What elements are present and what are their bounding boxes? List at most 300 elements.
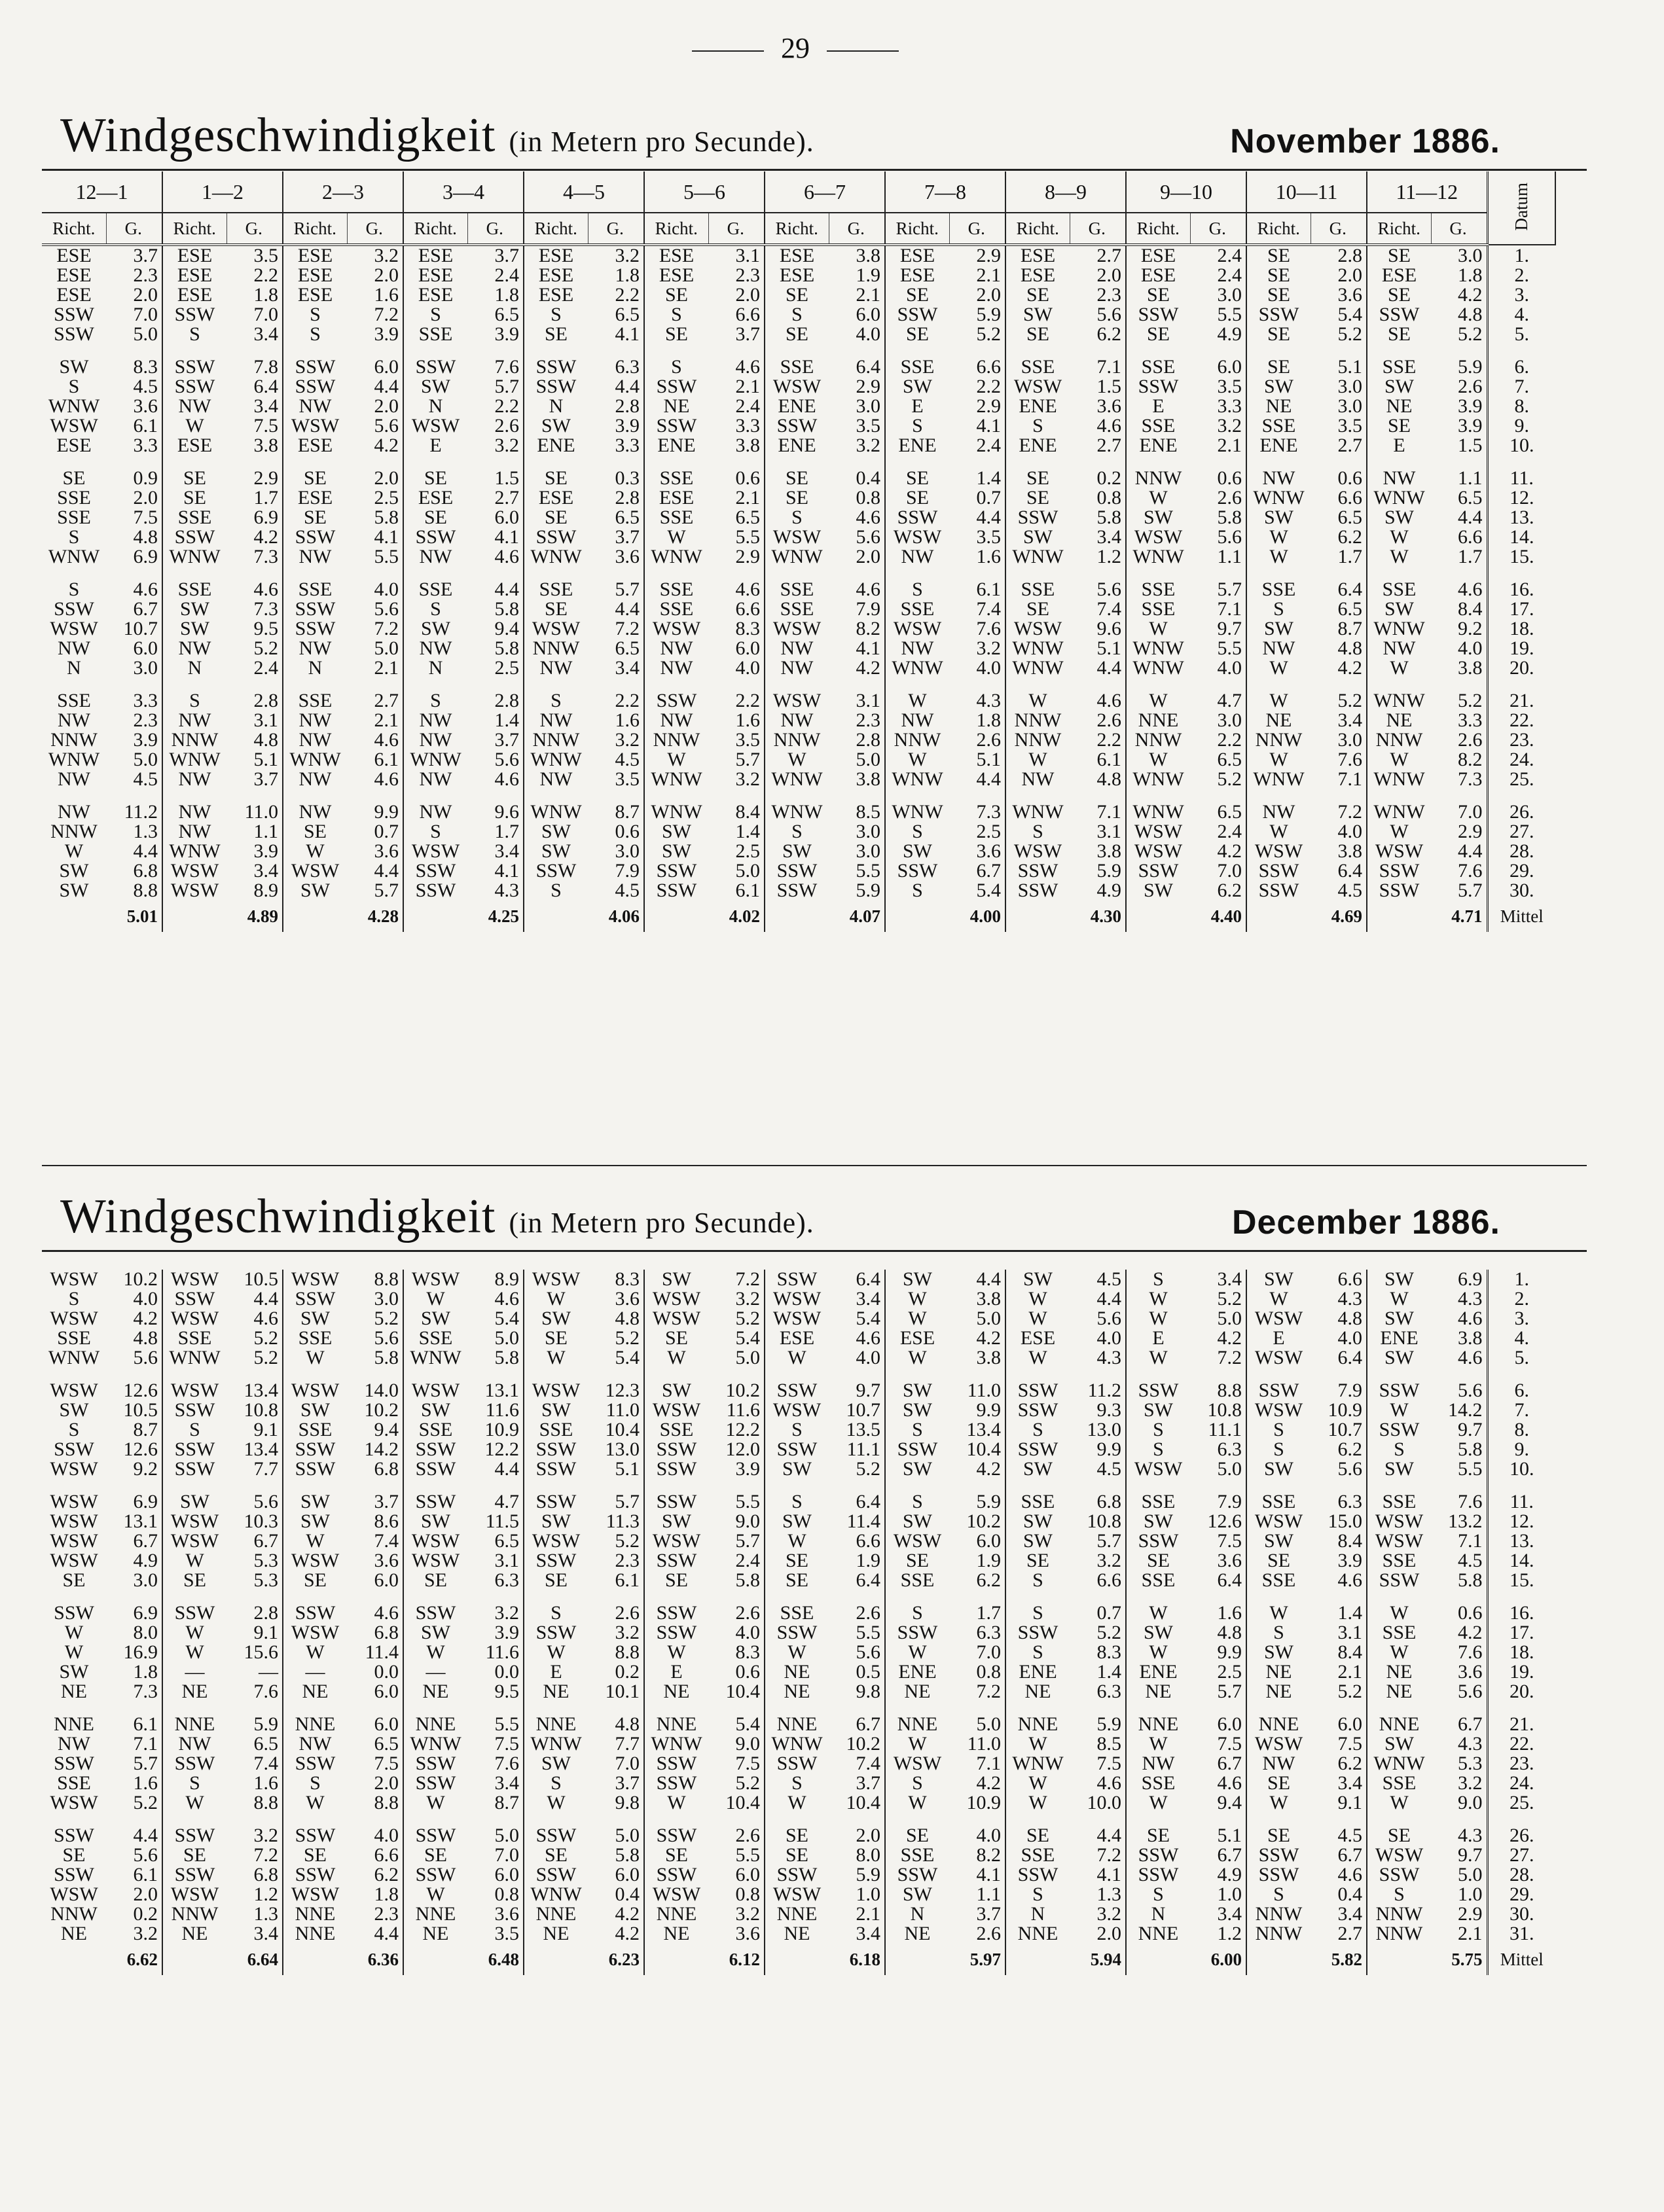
november-direction-cell: WNW [530, 801, 582, 823]
november-direction-cell: WNW [48, 749, 100, 770]
december-direction-cell: W [908, 1308, 927, 1329]
december-speed-cell: 3.9 [467, 1623, 524, 1643]
november-direction-cell: ENE [1259, 435, 1298, 456]
november-direction-cell: NE [1265, 395, 1292, 417]
november-direction-cell: SSE [418, 579, 453, 600]
november-direction-cell: NNW [50, 729, 98, 751]
november-direction-cell: SE [1146, 323, 1170, 345]
november-speed-cell: 3.8 [1070, 842, 1126, 861]
december-direction-cell: SE [664, 1844, 688, 1866]
december-speed-cell: 9.9 [1070, 1440, 1126, 1459]
december-direction-cell: SSE [57, 1327, 91, 1349]
november-direction-cell: ESE [538, 264, 574, 286]
december-direction-cell: SW [1264, 1268, 1293, 1290]
december-direction-cell: SSW [295, 1288, 336, 1310]
december-speed-cell: 5.5 [829, 1623, 885, 1643]
december-speed-cell: 3.2 [226, 1826, 283, 1846]
december-speed-cell: 5.2 [708, 1774, 765, 1793]
december-direction-cell: W [1390, 1399, 1409, 1421]
december-direction-cell: NW [298, 1733, 332, 1755]
november-direction-cell: NW [178, 395, 211, 417]
november-direction-cell: SE [1387, 245, 1411, 266]
december-direction-cell: SW [782, 1510, 812, 1532]
december-date-cell: 16. [1487, 1603, 1555, 1623]
november-speed-cell: 3.2 [708, 770, 765, 789]
november-direction-cell: SW [421, 376, 450, 397]
december-gap-cell [42, 1368, 106, 1381]
november-date-cell: 5. [1487, 325, 1555, 344]
december-direction-cell: W [1149, 1641, 1168, 1663]
november-direction-cell: S [551, 880, 562, 901]
december-date-cell: 7. [1487, 1400, 1555, 1420]
december-speed-cell: 5.1 [588, 1459, 644, 1479]
december-direction-cell: SE [1267, 1550, 1290, 1571]
november-direction-cell: S [430, 598, 441, 620]
december-gap-cell [283, 1479, 347, 1492]
november-gap-cell [588, 678, 644, 691]
december-speed-cell: 10.2 [829, 1734, 885, 1754]
november-direction-cell: ENE [778, 395, 816, 417]
december-direction-cell: SSE [659, 1419, 694, 1440]
november-speed-cell: 7.3 [1431, 770, 1487, 789]
november-direction-cell: WNW [410, 749, 461, 770]
november-direction-cell: SSE [1382, 579, 1417, 600]
november-gap-cell [1190, 455, 1246, 469]
november-direction-cell: WNW [1132, 637, 1184, 659]
november-gap-cell [347, 344, 403, 357]
december-speed-cell: 10.0 [1070, 1793, 1126, 1813]
november-gap-cell [708, 789, 765, 802]
december-speed-cell: 6.8 [226, 1865, 283, 1885]
december-speed-cell: 3.9 [1311, 1551, 1367, 1571]
november-speed-cell: 6.4 [829, 357, 885, 377]
november-direction-cell: SW [300, 880, 330, 901]
november-speed-cell: 3.1 [708, 245, 765, 266]
december-direction-cell: S [1153, 1438, 1164, 1460]
december-speed-cell: 8.3 [588, 1270, 644, 1289]
november-speed-cell: 3.9 [588, 416, 644, 436]
december-direction-cell: S [912, 1491, 923, 1512]
november-direction-cell: N [308, 657, 323, 679]
november-group-gap [42, 678, 1555, 691]
november-speed-cell: 8.3 [106, 357, 162, 377]
november-speed-cell: 5.6 [1190, 527, 1246, 547]
december-date-cell: 25. [1487, 1793, 1555, 1813]
november-direction-cell: NNE [1138, 709, 1179, 731]
december-speed-cell: 4.1 [1070, 1865, 1126, 1885]
december-direction-cell: W [787, 1530, 806, 1552]
december-direction-cell: SSW [776, 1753, 818, 1774]
november-speed-cell: 4.1 [588, 325, 644, 344]
november-direction-cell: SE [544, 598, 568, 620]
december-gap-cell [226, 1479, 283, 1492]
november-speed-cell: 3.3 [1190, 397, 1246, 416]
december-speed-cell: 10.4 [708, 1682, 765, 1702]
november-direction-cell: SSE [780, 579, 814, 600]
december-gap-cell [347, 1590, 403, 1603]
november-gap-cell [1126, 344, 1190, 357]
december-speed-cell: 5.4 [467, 1309, 524, 1329]
december-speed-cell: 2.0 [347, 1774, 403, 1793]
december-mean-value: 5.82 [1311, 1944, 1367, 1975]
december-direction-cell: SSE [298, 1327, 333, 1349]
november-speed-cell: 1.9 [829, 266, 885, 285]
december-direction-cell: NNE [54, 1713, 94, 1735]
november-gap-cell [1367, 789, 1431, 802]
november-gap-cell [226, 678, 283, 691]
november-speed-cell: 4.4 [949, 508, 1005, 527]
december-speed-cell: 11.2 [1070, 1381, 1126, 1400]
november-direction-cell: ESE [177, 245, 213, 266]
december-direction-cell: NNE [1258, 1713, 1299, 1735]
december-speed-cell: 5.7 [106, 1754, 162, 1774]
december-speed-cell: 1.0 [1190, 1885, 1246, 1904]
december-gap-cell [283, 1368, 347, 1381]
december-speed-cell: 8.3 [1070, 1643, 1126, 1662]
december-speed-cell: 5.9 [1070, 1715, 1126, 1734]
december-day-row [42, 1754, 1555, 1774]
december-speed-cell: 13.0 [588, 1440, 644, 1459]
december-speed-cell: 5.6 [1431, 1682, 1487, 1702]
december-direction-cell: NNW [1375, 1903, 1423, 1925]
december-day-row [42, 1904, 1555, 1924]
december-gap-cell [1367, 1479, 1431, 1492]
december-mean-row [42, 1944, 1555, 1975]
december-speed-cell: 7.7 [588, 1734, 644, 1754]
november-speed-cell: 4.0 [1190, 658, 1246, 678]
december-direction-cell: NE [1145, 1681, 1172, 1702]
december-gap-cell [524, 1368, 588, 1381]
december-day-row [42, 1924, 1555, 1944]
december-direction-cell: SE [1267, 1825, 1290, 1846]
november-direction-cell: S [430, 690, 441, 711]
november-direction-cell: SE [905, 487, 929, 508]
december-direction-cell: SSE [298, 1419, 333, 1440]
december-direction-cell: SW [1023, 1268, 1053, 1290]
november-gap-cell [1070, 567, 1126, 580]
december-direction-cell: WSW [170, 1308, 219, 1329]
november-gap-cell [524, 678, 588, 691]
november-speed-cell: 2.3 [829, 711, 885, 730]
november-mean-value: 4.71 [1431, 901, 1487, 932]
november-direction-cell: SSW [1017, 507, 1058, 528]
december-direction-cell: WSW [772, 1308, 822, 1329]
november-speed-cell: 2.1 [347, 711, 403, 730]
november-direction-cell: SSE [298, 690, 333, 711]
november-direction-cell: W [1390, 546, 1409, 567]
december-speed-cell: 9.7 [829, 1381, 885, 1400]
november-direction-cell: WSW [1375, 840, 1424, 862]
december-speed-cell: 4.2 [1431, 1623, 1487, 1643]
november-gap-cell [226, 344, 283, 357]
december-gap-cell [1431, 1590, 1487, 1603]
december-speed-cell: 3.2 [1070, 1551, 1126, 1571]
december-speed-cell: 0.8 [467, 1885, 524, 1904]
december-gap-cell [1126, 1813, 1190, 1826]
december-direction-cell: W [1028, 1733, 1047, 1755]
november-direction-cell: WNW [169, 546, 221, 567]
december-gap-cell [949, 1479, 1005, 1492]
november-speed-cell: 7.9 [588, 861, 644, 881]
december-direction-cell: SW [782, 1458, 812, 1480]
december-speed-cell: 4.0 [347, 1826, 403, 1846]
december-speed-cell: 6.0 [949, 1531, 1005, 1551]
december-speed-cell: 3.8 [949, 1289, 1005, 1309]
november-speed-cell: 8.2 [1431, 750, 1487, 770]
november-speed-cell: 3.7 [106, 245, 162, 266]
november-speed-cell: 4.0 [829, 325, 885, 344]
november-gap-cell [885, 455, 949, 469]
november-direction-cell: N [67, 657, 81, 679]
november-speed-cell: 6.6 [708, 599, 765, 619]
december-direction-cell: SW [903, 1510, 932, 1532]
november-speed-cell: 5.2 [1311, 691, 1367, 711]
december-direction-cell: WSW [1375, 1510, 1424, 1532]
november-speed-cell: 3.7 [708, 325, 765, 344]
november-direction-cell: W [1269, 749, 1288, 770]
december-direction-cell: NNE [656, 1713, 697, 1735]
november-speed-cell: 3.2 [588, 730, 644, 750]
november-speed-cell: 7.5 [226, 416, 283, 436]
november-direction-cell: W [1390, 526, 1409, 548]
december-speed-cell: 4.4 [1070, 1289, 1126, 1309]
november-day-row [42, 377, 1555, 397]
november-direction-cell: SSW [1258, 304, 1299, 325]
december-speed-cell: 6.4 [829, 1571, 885, 1590]
november-speed-cell: 1.1 [1431, 469, 1487, 488]
december-gap-cell [283, 1813, 347, 1826]
december-speed-cell: 7.5 [708, 1754, 765, 1774]
december-speed-cell: 6.1 [106, 1715, 162, 1734]
november-direction-cell: NNW [171, 729, 219, 751]
december-direction-cell: SW [662, 1380, 691, 1401]
november-speed-cell: 2.2 [467, 397, 524, 416]
december-direction-cell: SE [303, 1844, 327, 1866]
november-direction-cell: SSE [659, 598, 694, 620]
december-direction-cell: SW [300, 1491, 330, 1512]
december-speed-cell: 2.1 [1431, 1924, 1487, 1944]
december-direction-cell: NNE [295, 1713, 336, 1735]
december-speed-cell: 10.9 [467, 1420, 524, 1440]
december-speed-cell: 5.7 [588, 1492, 644, 1512]
december-speed-cell: 5.9 [949, 1492, 1005, 1512]
november-direction-cell: ESE [1020, 264, 1056, 286]
november-speed-cell: 4.1 [347, 527, 403, 547]
november-speed-cell: 9.5 [226, 619, 283, 639]
december-speed-cell: 10.2 [106, 1270, 162, 1289]
december-direction-cell: W [667, 1347, 686, 1368]
december-direction-cell: SSW [897, 1438, 938, 1460]
november-subtitle: (in Metern pro Secunde). [509, 126, 814, 158]
december-speed-cell: 5.8 [708, 1571, 765, 1590]
november-direction-cell: SE [1026, 598, 1049, 620]
page-number-rule-right [827, 50, 899, 52]
november-direction-cell: SSE [900, 598, 935, 620]
december-date-cell: 13. [1487, 1531, 1555, 1551]
november-direction-cell: SE [785, 323, 808, 345]
december-gap-cell [765, 1702, 829, 1715]
december-gap-cell [467, 1368, 524, 1381]
november-speed-cell: 6.1 [949, 580, 1005, 599]
november-speed-cell: 5.9 [949, 305, 1005, 325]
november-speed-cell: 3.7 [467, 245, 524, 266]
november-speed-cell: 4.8 [1431, 305, 1487, 325]
december-direction-cell: W [908, 1641, 927, 1663]
december-speed-cell: 1.6 [1190, 1603, 1246, 1623]
november-direction-cell: SSW [1379, 880, 1420, 901]
december-speed-cell: 5.0 [708, 1348, 765, 1368]
november-speed-cell: 8.2 [829, 619, 885, 639]
december-speed-cell: 5.7 [708, 1531, 765, 1551]
november-direction-cell: NW [419, 709, 452, 731]
december-top-rule [42, 1250, 1587, 1252]
december-speed-cell: 6.9 [106, 1492, 162, 1512]
november-mean-spacer [524, 901, 588, 932]
november-gap-cell [949, 455, 1005, 469]
december-direction-cell: S [1153, 1419, 1164, 1440]
december-speed-cell: 1.2 [1190, 1924, 1246, 1944]
november-speed-cell: 2.6 [1190, 488, 1246, 508]
december-speed-cell: 2.7 [1311, 1924, 1367, 1944]
november-direction-cell: WSW [772, 526, 822, 548]
november-direction-cell: WSW [50, 618, 98, 639]
november-speed-cell: 3.2 [347, 245, 403, 266]
december-speed-cell: 1.9 [829, 1551, 885, 1571]
november-speed-cell: 4.1 [829, 639, 885, 658]
december-speed-cell: 0.4 [1311, 1885, 1367, 1904]
november-gap-cell [949, 567, 1005, 580]
november-speed-cell: 6.5 [467, 305, 524, 325]
november-direction-cell: SW [1264, 507, 1293, 528]
november-gap-cell [467, 455, 524, 469]
december-speed-cell: 6.0 [708, 1865, 765, 1885]
november-speed-cell: 8.9 [226, 881, 283, 901]
november-speed-cell: 5.1 [949, 750, 1005, 770]
november-date-cell: 14. [1487, 527, 1555, 547]
november-speed-cell: 3.5 [829, 416, 885, 436]
november-speed-cell: 5.4 [1311, 305, 1367, 325]
december-date-cell: 31. [1487, 1924, 1555, 1944]
november-direction-cell: SSW [897, 860, 938, 882]
december-speed-cell: 4.4 [949, 1270, 1005, 1289]
december-speed-cell: 6.3 [1070, 1682, 1126, 1702]
november-gap-cell [1246, 567, 1311, 580]
december-direction-cell: W [64, 1622, 84, 1643]
november-richt-header: Richt. [1246, 213, 1311, 245]
december-speed-cell: 6.5 [226, 1734, 283, 1754]
december-direction-cell: SW [1144, 1399, 1173, 1421]
november-date-cell: 8. [1487, 397, 1555, 416]
december-direction-cell: SSW [54, 1864, 94, 1885]
december-gap-cell [226, 1368, 283, 1381]
december-speed-cell: 3.1 [1311, 1623, 1367, 1643]
november-direction-cell: WNW [1132, 768, 1184, 790]
december-direction-cell: W [908, 1792, 927, 1813]
december-speed-cell: 5.0 [1190, 1459, 1246, 1479]
december-direction-cell: SSW [1379, 1419, 1420, 1440]
november-mean-spacer [1246, 901, 1311, 932]
november-mean-value: 4.02 [708, 901, 765, 932]
november-speed-cell: 2.0 [829, 547, 885, 567]
november-speed-cell: 3.6 [949, 842, 1005, 861]
november-direction-cell: WNW [1132, 801, 1184, 823]
december-mean-spacer [403, 1944, 467, 1975]
december-speed-cell: 10.4 [588, 1420, 644, 1440]
december-direction-cell: W [306, 1347, 325, 1368]
december-day-row [42, 1643, 1555, 1662]
december-gap-cell [226, 1702, 283, 1715]
december-direction-cell: W [185, 1792, 204, 1813]
november-speed-cell: 4.0 [1431, 639, 1487, 658]
december-gap-cell [1487, 1702, 1555, 1715]
november-speed-cell: 6.9 [226, 508, 283, 527]
november-speed-cell: 2.5 [949, 822, 1005, 842]
december-speed-cell: 10.2 [347, 1400, 403, 1420]
december-direction-cell: W [426, 1288, 445, 1310]
november-direction-cell: WSW [1254, 840, 1303, 862]
november-day-row [42, 822, 1555, 842]
november-richt-header: Richt. [1367, 213, 1431, 245]
december-direction-cell: SSW [1017, 1438, 1058, 1460]
november-direction-cell: SE [544, 323, 568, 345]
november-direction-cell: SSW [295, 376, 336, 397]
november-speed-cell: 2.4 [1190, 266, 1246, 285]
december-speed-cell: 4.0 [106, 1289, 162, 1309]
november-speed-cell: 5.5 [1190, 305, 1246, 325]
november-day-row [42, 580, 1555, 599]
november-direction-cell: SW [1264, 376, 1293, 397]
december-speed-cell: 14.2 [347, 1440, 403, 1459]
december-direction-cell: W [908, 1733, 927, 1755]
december-direction-cell: SSE [1021, 1491, 1055, 1512]
december-speed-cell: 4.4 [347, 1924, 403, 1944]
december-direction-cell: W [1149, 1288, 1168, 1310]
november-speed-cell: 0.4 [829, 469, 885, 488]
december-speed-cell: 4.2 [588, 1924, 644, 1944]
december-gap-cell [1246, 1590, 1311, 1603]
december-direction-cell: SSW [1138, 1864, 1179, 1885]
december-speed-cell: 7.5 [1190, 1531, 1246, 1551]
november-direction-cell: SW [541, 415, 571, 437]
december-direction-cell: SE [664, 1327, 688, 1349]
december-speed-cell: 0.2 [106, 1904, 162, 1924]
november-gap-cell [829, 455, 885, 469]
december-direction-cell: ESE [779, 1327, 815, 1349]
november-speed-cell: 2.3 [708, 266, 765, 285]
december-direction-cell: W [787, 1347, 806, 1368]
november-speed-cell: 7.8 [226, 357, 283, 377]
december-speed-cell: 8.8 [347, 1270, 403, 1289]
november-direction-cell: WNW [651, 546, 702, 567]
november-direction-cell: NW [58, 709, 90, 731]
december-direction-cell: W [1269, 1602, 1288, 1624]
december-speed-cell: 0.0 [467, 1662, 524, 1682]
november-day-row [42, 619, 1555, 639]
november-speed-cell: 3.6 [1311, 285, 1367, 305]
november-direction-cell: ESE [297, 284, 333, 306]
december-direction-cell: SSE [780, 1602, 814, 1624]
december-speed-cell: 8.4 [1311, 1531, 1367, 1551]
november-direction-cell: SSW [1258, 860, 1299, 882]
november-gap-cell [1487, 789, 1555, 802]
november-direction-cell: ESE [177, 435, 213, 456]
november-g-header: G. [1431, 213, 1487, 245]
december-direction-cell: W [547, 1792, 566, 1813]
november-group-gap [42, 567, 1555, 580]
december-direction-cell: SSW [535, 1622, 577, 1643]
december-speed-cell: 4.3 [1431, 1289, 1487, 1309]
december-direction-cell: SSW [1138, 1844, 1179, 1866]
